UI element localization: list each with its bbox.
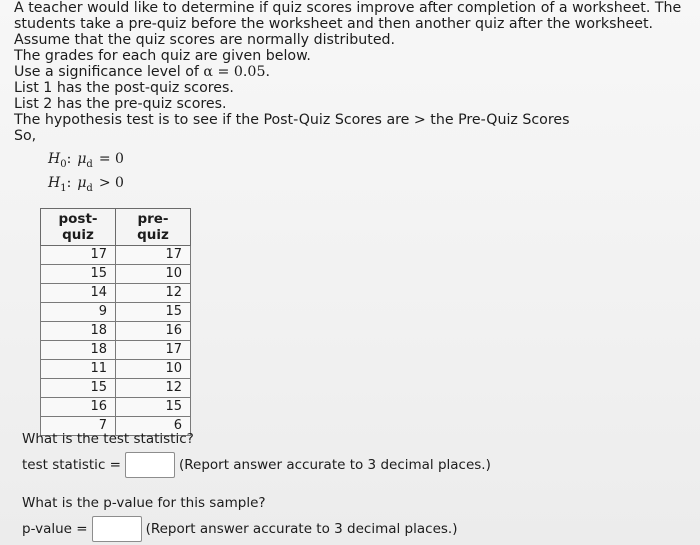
null-hypothesis: $H_0$: $\mu_d = 0$ (48, 151, 124, 170)
post-quiz-cell: 15 (41, 378, 116, 397)
significance-value: α = 0.05. (203, 64, 270, 80)
post-quiz-cell: 16 (41, 397, 116, 416)
p-value-question (22, 494, 457, 542)
table-row (41, 397, 191, 416)
pre-quiz-cell: 16 (116, 321, 191, 340)
grades-line: The grades for each quiz are given below. (14, 48, 311, 64)
test-statistic-title: What is the test statistic? (22, 431, 194, 447)
test-statistic-hint: (Report answer accurate to 3 decimal places.) (178, 457, 491, 473)
post-quiz-cell: 9 (41, 302, 116, 321)
table-row (41, 321, 191, 340)
p-value-input[interactable] (92, 516, 142, 542)
post-quiz-cell: 18 (41, 340, 116, 359)
column-header-pre-quiz: pre-quiz (116, 208, 191, 245)
table-row (41, 359, 191, 378)
problem-statement (14, 0, 686, 144)
table-row (41, 302, 191, 321)
pre-quiz-cell: 17 (116, 245, 191, 264)
post-quiz-cell: 17 (41, 245, 116, 264)
scores-table (40, 208, 191, 436)
p-value-label: p-value = (22, 521, 88, 537)
p-value-hint: (Report answer accurate to 3 decimal places.) (145, 521, 458, 537)
pre-quiz-cell: 12 (116, 378, 191, 397)
table-row (41, 283, 191, 302)
pre-quiz-cell: 6 (116, 416, 191, 435)
significance-prefix: Use a significance level of (14, 64, 204, 80)
test-statistic-question (22, 430, 491, 478)
p-value-title: What is the p-value for this sample? (22, 495, 266, 511)
pre-quiz-cell: 12 (116, 283, 191, 302)
post-quiz-cell: 15 (41, 264, 116, 283)
hypothesis-statement: The hypothesis test is to see if the Post-Quiz Scores are > the Pre-Quiz Scores (14, 112, 570, 128)
post-quiz-cell: 11 (41, 359, 116, 378)
post-quiz-cell: 7 (41, 416, 116, 435)
test-statistic-row (22, 452, 491, 478)
list1-line: List 1 has the post-quiz scores. (14, 80, 234, 96)
pre-quiz-cell: 10 (116, 264, 191, 283)
list2-line: List 2 has the pre-quiz scores. (14, 96, 227, 112)
pre-quiz-cell: 17 (116, 340, 191, 359)
post-quiz-cell: 14 (41, 283, 116, 302)
post-quiz-cell: 18 (41, 321, 116, 340)
significance-line (14, 64, 686, 80)
pre-quiz-cell: 10 (116, 359, 191, 378)
test-statistic-input[interactable] (125, 452, 175, 478)
table-row (41, 378, 191, 397)
table-header-row (41, 208, 191, 245)
pre-quiz-cell: 15 (116, 302, 191, 321)
hypotheses (48, 150, 686, 198)
pre-quiz-cell: 15 (116, 397, 191, 416)
table-row (41, 340, 191, 359)
test-statistic-label: test statistic = (22, 457, 121, 473)
alternative-hypothesis: $H_1$: $\mu_d > 0$ (48, 174, 124, 194)
intro-paragraph: A teacher would like to determine if quiz scores improve after completion of a worksheet. The students take a pre-quiz before the worksheet and then another quiz after the worksheet. Assume that the quiz scores are normally distributed. (14, 0, 682, 48)
column-header-post-quiz: post-quiz (41, 208, 116, 245)
table-row (41, 264, 191, 283)
so-line: So, (14, 128, 37, 144)
table-row (41, 245, 191, 264)
p-value-row (22, 516, 457, 542)
